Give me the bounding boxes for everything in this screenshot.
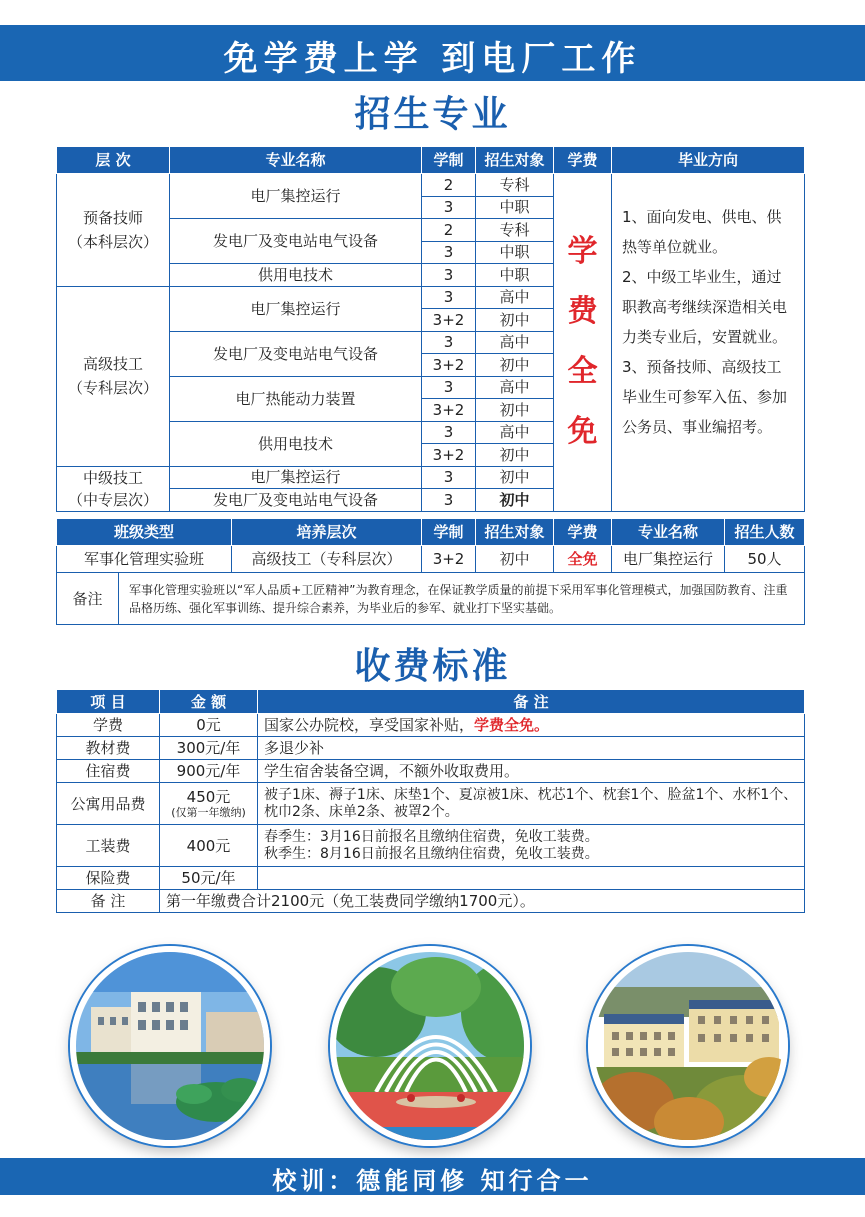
level-prep-technician: 预备技师 （本科层次） — [57, 174, 170, 287]
target-cell: 高中 — [476, 421, 554, 444]
school-motto: 校训：德能同修 知行合一 — [272, 1166, 593, 1195]
fee-item: 保险费 — [57, 867, 160, 890]
target-cell: 高中 — [476, 331, 554, 354]
graduate-direction: 1、面向发电、供电、供热等单位就业。 2、中级工毕业生，通过职教高考继续深造相关电力类专业后，安置就业。 3、预备技师、高级技工毕业生可参军入伍、参加公务员、事业编招考。 — [612, 174, 805, 512]
years-cell: 3+2 — [422, 309, 476, 332]
major-cell: 发电厂及变电站电气设备 — [170, 331, 422, 376]
header-level: 层 次 — [57, 147, 170, 174]
target-cell: 中职 — [476, 264, 554, 287]
years-cell: 3 — [422, 264, 476, 287]
fee-amount: 900元/年 — [160, 760, 258, 783]
major-cell: 发电厂及变电站电气设备 — [170, 219, 422, 264]
campus-building-photo — [70, 946, 270, 1146]
fee-amount: 300元/年 — [160, 737, 258, 760]
target-cell: 高中 — [476, 286, 554, 309]
target-cell: 专科 — [476, 174, 554, 197]
header-quota: 招生人数 — [725, 519, 805, 546]
level-senior-technician: 高级技工 （专科层次） — [57, 286, 170, 466]
note-label: 备注 — [57, 573, 119, 625]
level-intermediate-technician: 中级技工 （中专层次） — [57, 466, 170, 511]
header-target: 招生对象 — [476, 519, 554, 546]
quota-cell: 50人 — [725, 546, 805, 573]
header-years: 学制 — [422, 147, 476, 174]
header-fee: 学费 — [554, 519, 612, 546]
target-cell: 专科 — [476, 219, 554, 242]
fee-remark: 被子1床、褥子1床、床垫1个、夏凉被1床、枕芯1个、枕套1个、脸盆1个、水杯1个、枕巾2条、床单2条、被罩2个。 — [258, 783, 805, 825]
years-cell: 3 — [422, 421, 476, 444]
header-remark: 备 注 — [258, 690, 805, 714]
header-years: 学制 — [422, 519, 476, 546]
target-cell: 中职 — [476, 196, 554, 219]
bottom-banner — [0, 1158, 865, 1195]
header-training-level: 培养层次 — [232, 519, 422, 546]
header-target: 招生对象 — [476, 147, 554, 174]
target-cell: 初中 — [476, 489, 554, 512]
major-cell: 电厂集控运行 — [612, 546, 725, 573]
major-cell: 电厂集控运行 — [170, 466, 422, 489]
training-level-cell: 高级技工（专科层次） — [232, 546, 422, 573]
campus-building-image — [76, 952, 270, 1146]
header-class-type: 班级类型 — [57, 519, 232, 546]
target-cell: 初中 — [476, 466, 554, 489]
years-cell: 2 — [422, 174, 476, 197]
header-amount: 金 额 — [160, 690, 258, 714]
major-cell: 发电厂及变电站电气设备 — [170, 489, 422, 512]
years-cell: 3+2 — [422, 444, 476, 467]
target-cell: 初中 — [476, 309, 554, 332]
major-cell: 电厂集控运行 — [170, 286, 422, 331]
fee-item: 住宿费 — [57, 760, 160, 783]
class-type-cell: 军事化管理实验班 — [57, 546, 232, 573]
fee-remark: 多退少补 — [258, 737, 805, 760]
years-cell: 3 — [422, 376, 476, 399]
target-cell: 中职 — [476, 241, 554, 264]
major-cell: 供用电技术 — [170, 421, 422, 466]
fee-amount — [160, 783, 258, 825]
fee-remark: 学生宿舍装备空调，不额外收取费用。 — [258, 760, 805, 783]
amount-value: 450元 — [186, 787, 231, 806]
garden-arch-image — [336, 952, 530, 1146]
fee-item: 公寓用品费 — [57, 783, 160, 825]
years-cell: 2 — [422, 219, 476, 242]
fee-amount: 0元 — [160, 714, 258, 737]
years-cell: 3 — [422, 466, 476, 489]
experimental-class-table — [56, 518, 805, 625]
header-fee: 学费 — [554, 147, 612, 174]
slogan: 免学费上学 到电厂工作 — [223, 39, 642, 79]
dormitory-image — [594, 952, 788, 1146]
header-item: 项 目 — [57, 690, 160, 714]
header-major: 专业名称 — [170, 147, 422, 174]
fees-title: 收费标准 — [354, 645, 511, 687]
fee-item: 工装费 — [57, 825, 160, 867]
target-cell: 初中 — [476, 546, 554, 573]
target-cell: 初中 — [476, 444, 554, 467]
note-text: 军事化管理实验班以“军人品质+工匠精神”为教育理念，在保证教学质量的前提下采用军事化管理模式，加强国防教育、注重品格历练、强化军事训练、提升综合素养，为毕业后的参军、就业打下坚实基础。 — [119, 573, 805, 625]
top-banner — [0, 25, 865, 81]
fee-item: 学费 — [57, 714, 160, 737]
summary-label: 备 注 — [57, 890, 160, 913]
header-direction: 毕业方向 — [612, 147, 805, 174]
enrollment-table — [56, 146, 805, 512]
years-cell: 3 — [422, 489, 476, 512]
target-cell: 初中 — [476, 354, 554, 377]
dormitory-photo — [588, 946, 788, 1146]
enrollment-title: 招生专业 — [354, 93, 511, 135]
target-cell: 高中 — [476, 376, 554, 399]
years-cell: 3 — [422, 241, 476, 264]
fee-free-vertical: 学 费 全 免 — [554, 174, 612, 512]
fee-remark — [258, 714, 805, 737]
summary-text: 第一年缴费合计2100元（免工装费同学缴纳1700元）。 — [160, 890, 805, 913]
fee-cell: 全免 — [554, 546, 612, 573]
major-cell: 电厂集控运行 — [170, 174, 422, 219]
years-cell: 3 — [422, 286, 476, 309]
amount-note: (仅第一年缴纳) — [171, 805, 246, 819]
fee-remark: 春季生：3月16日前报名且缴纳住宿费，免收工装费。 秋季生：8月16日前报名且缴纳住宿费，免收工装费。 — [258, 825, 805, 867]
fees-table — [56, 689, 805, 913]
target-cell: 初中 — [476, 399, 554, 422]
tuition-free-highlight: 学费全免。 — [474, 716, 550, 734]
years-cell: 3 — [422, 331, 476, 354]
years-cell: 3+2 — [422, 546, 476, 573]
major-cell: 供用电技术 — [170, 264, 422, 287]
years-cell: 3+2 — [422, 399, 476, 422]
years-cell: 3+2 — [422, 354, 476, 377]
garden-arch-photo — [330, 946, 530, 1146]
remark-text: 国家公办院校，享受国家补贴， — [264, 716, 475, 734]
years-cell: 3 — [422, 196, 476, 219]
fee-item: 教材费 — [57, 737, 160, 760]
fee-remark — [258, 867, 805, 890]
major-cell: 电厂热能动力装置 — [170, 376, 422, 421]
header-major: 专业名称 — [612, 519, 725, 546]
fee-amount: 400元 — [160, 825, 258, 867]
fee-amount: 50元/年 — [160, 867, 258, 890]
